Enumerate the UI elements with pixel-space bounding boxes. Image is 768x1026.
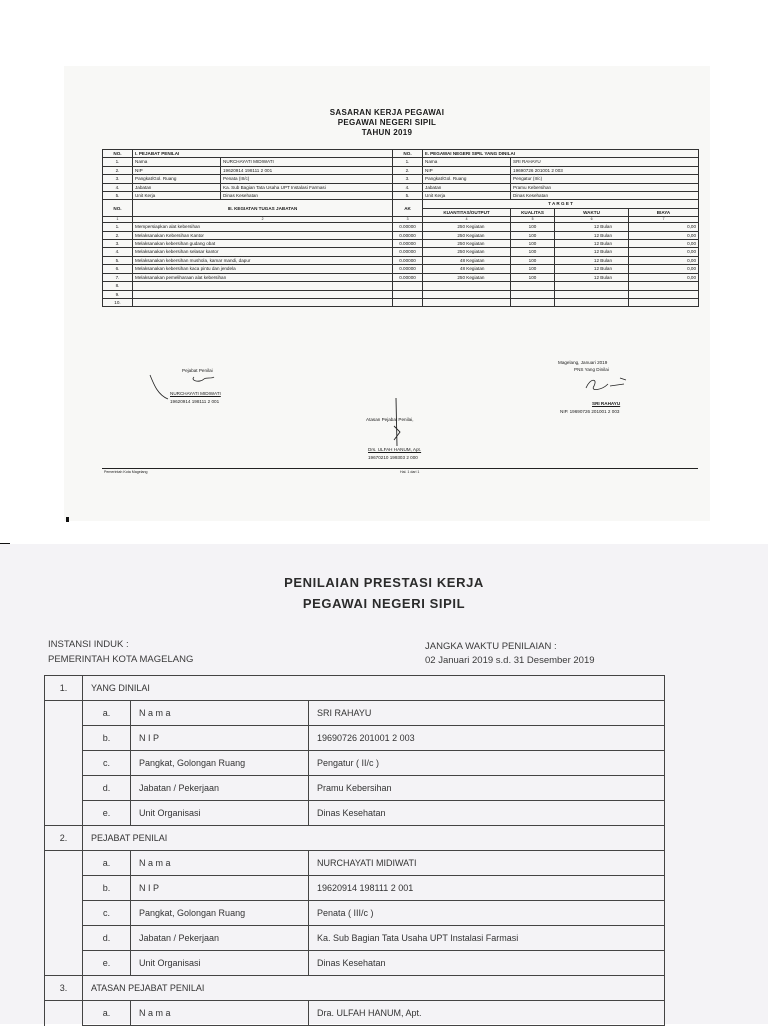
s1-task-row bbox=[103, 223, 699, 231]
task-no: 4. bbox=[103, 248, 133, 256]
task-name: Melaksanakan pemeliharaan alat kebersihan bbox=[133, 273, 393, 281]
identity-row bbox=[45, 751, 665, 776]
task-biaya: 0,00 bbox=[629, 223, 699, 231]
row-letter: a. bbox=[83, 851, 131, 876]
hdr-biaya: BIAYA bbox=[629, 208, 699, 216]
task-waktu-value: 12 bbox=[593, 232, 600, 238]
ident-no: 1. bbox=[103, 158, 133, 166]
task-waktu bbox=[555, 256, 629, 264]
row-value: NURCHAYATI MIDIWATI bbox=[309, 851, 665, 876]
task-qty-unit: Kegiatan bbox=[466, 274, 485, 280]
colnum: 3 bbox=[393, 217, 423, 223]
colnum: 7 bbox=[629, 217, 699, 223]
sign-atasan-name: Drs. ULFAH HANUM, Apt. bbox=[368, 447, 422, 452]
task-quantity bbox=[423, 298, 511, 306]
colnum: 4 bbox=[423, 217, 511, 223]
identity-row bbox=[45, 726, 665, 751]
task-qty-unit: Kegiatan bbox=[466, 224, 485, 230]
s1-ident-row bbox=[103, 192, 699, 200]
task-waktu-unit: Bulan bbox=[600, 249, 613, 255]
ident-label-2: Jabatan bbox=[423, 183, 511, 191]
row-spacer bbox=[45, 851, 83, 876]
doc2-title-line-2: PEGAWAI NEGERI SIPIL bbox=[302, 596, 466, 611]
hdr-task-no: NO. bbox=[103, 200, 133, 217]
row-spacer bbox=[45, 751, 83, 776]
sign-pejabat-name: NURCHAYATI MIDIWATI bbox=[170, 391, 221, 396]
hdr-pns: II. PEGAWAI NEGERI SIPIL YANG DINILAI bbox=[423, 150, 699, 158]
identity-row bbox=[45, 801, 665, 826]
task-no: 8. bbox=[103, 282, 133, 290]
task-qty-unit: Kegiatan bbox=[466, 257, 485, 263]
row-spacer bbox=[45, 701, 83, 726]
ident-label: Unit Kerja bbox=[133, 192, 221, 200]
hdr-pejabat: I. PEJABAT PENILAI bbox=[133, 150, 393, 158]
doc1-title-line-1: SASARAN KERJA PEGAWAI bbox=[329, 108, 445, 117]
task-name bbox=[133, 290, 393, 298]
task-waktu bbox=[555, 290, 629, 298]
task-quantity bbox=[423, 273, 511, 281]
row-label: Unit Organisasi bbox=[131, 951, 309, 976]
row-value: Ka. Sub Bagian Tata Usaha UPT Instalasi Farmasi bbox=[309, 926, 665, 951]
row-value: Pramu Kebersihan bbox=[309, 776, 665, 801]
row-label: Unit Organisasi bbox=[131, 801, 309, 826]
colnum: 2 bbox=[133, 217, 393, 223]
task-biaya bbox=[629, 290, 699, 298]
task-qty: 250 bbox=[457, 241, 466, 247]
row-value: Penata ( III/c ) bbox=[309, 901, 665, 926]
hdr-target: T A R G E T bbox=[423, 200, 699, 208]
task-waktu bbox=[555, 282, 629, 290]
ident-no: 2. bbox=[103, 166, 133, 174]
task-waktu-unit: Bulan bbox=[600, 266, 613, 272]
ident-label-2: NIP bbox=[423, 166, 511, 174]
task-name: Melaksanakan kebersihan selasar kantor bbox=[133, 248, 393, 256]
task-no: 6. bbox=[103, 265, 133, 273]
task-waktu-unit: Bulan bbox=[600, 241, 613, 247]
row-label: Pangkat, Golongan Ruang bbox=[131, 751, 309, 776]
task-kualitas: 100 bbox=[511, 248, 555, 256]
s1-ident-row bbox=[103, 175, 699, 183]
ident-value-2: Pramu Kebersihan bbox=[511, 183, 699, 191]
section-number: 2. bbox=[45, 826, 83, 851]
task-kualitas: 100 bbox=[511, 240, 555, 248]
task-waktu bbox=[555, 273, 629, 281]
task-biaya: 0,00 bbox=[629, 231, 699, 239]
task-no: 10. bbox=[103, 298, 133, 306]
row-label: N a m a bbox=[131, 851, 309, 876]
task-waktu bbox=[555, 231, 629, 239]
colnum: 1 bbox=[103, 217, 133, 223]
ident-value-2: 19690726 201001 2 003 bbox=[511, 166, 699, 174]
task-ak: 0.00000 bbox=[393, 240, 423, 248]
task-biaya bbox=[629, 282, 699, 290]
ident-no-2: 4. bbox=[393, 183, 423, 191]
ident-label: NIP bbox=[133, 166, 221, 174]
row-value: Dra. ULFAH HANUM, Apt. bbox=[309, 1001, 665, 1026]
identity-row bbox=[45, 926, 665, 951]
s1-task-header-row bbox=[103, 200, 699, 208]
s1-task-row bbox=[103, 240, 699, 248]
identity-row bbox=[45, 851, 665, 876]
sign-pns-title: PNS Yang Dinilai bbox=[574, 367, 609, 372]
row-label: Jabatan / Pekerjaan bbox=[131, 776, 309, 801]
task-waktu bbox=[555, 248, 629, 256]
task-qty: 250 bbox=[457, 249, 466, 255]
sign-atasan-title: Atasan Pejabat Penilai, bbox=[366, 417, 414, 422]
doc2-title-line-1: PENILAIAN PRESTASI KERJA bbox=[284, 575, 484, 590]
task-quantity bbox=[423, 223, 511, 231]
hdr-ak: AK bbox=[393, 200, 423, 217]
task-kualitas: 100 bbox=[511, 273, 555, 281]
footer-right: Hal. 1 dari 1 bbox=[400, 470, 420, 474]
row-spacer bbox=[45, 926, 83, 951]
jangka-value: 02 Januari 2019 s.d. 31 Desember 2019 bbox=[425, 655, 595, 666]
footer-divider bbox=[102, 468, 698, 469]
task-waktu-value: 12 bbox=[593, 257, 600, 263]
section-number: 1. bbox=[45, 676, 83, 701]
page-gap bbox=[0, 530, 768, 544]
task-waktu bbox=[555, 298, 629, 306]
task-name bbox=[133, 282, 393, 290]
task-waktu-unit: Bulan bbox=[600, 274, 613, 280]
penilaian-identity-table bbox=[44, 675, 665, 1026]
identity-row bbox=[45, 776, 665, 801]
s1-ident-row bbox=[103, 183, 699, 191]
doc1-title-line-2: PEGAWAI NEGERI SIPIL bbox=[337, 118, 437, 127]
hdr-no-2: NO. bbox=[393, 150, 423, 158]
task-waktu-value: 12 bbox=[593, 266, 600, 272]
task-biaya: 0,00 bbox=[629, 240, 699, 248]
task-biaya: 0,00 bbox=[629, 265, 699, 273]
ident-value-2: Pengatur (II/c) bbox=[511, 175, 699, 183]
row-letter: d. bbox=[83, 776, 131, 801]
row-label: Jabatan / Pekerjaan bbox=[131, 926, 309, 951]
row-spacer bbox=[45, 726, 83, 751]
ident-value: Penata (III/c) bbox=[221, 175, 393, 183]
section-title: ATASAN PEJABAT PENILAI bbox=[83, 976, 665, 1001]
hdr-no: NO. bbox=[103, 150, 133, 158]
task-no: 7. bbox=[103, 273, 133, 281]
task-qty: 250 bbox=[457, 232, 466, 238]
section-header-row bbox=[45, 976, 665, 1001]
row-letter: c. bbox=[83, 751, 131, 776]
task-ak bbox=[393, 290, 423, 298]
identity-row bbox=[45, 876, 665, 901]
task-waktu-unit: Bulan bbox=[600, 257, 613, 263]
pns-signature bbox=[580, 374, 640, 396]
task-ak: 0.00000 bbox=[393, 265, 423, 273]
task-quantity bbox=[423, 231, 511, 239]
task-biaya: 0,00 bbox=[629, 273, 699, 281]
task-qty: 48 bbox=[459, 266, 466, 272]
task-ak: 0.00000 bbox=[393, 231, 423, 239]
s1-task-row bbox=[103, 256, 699, 264]
task-waktu bbox=[555, 265, 629, 273]
section-title: PEJABAT PENILAI bbox=[83, 826, 665, 851]
identity-row bbox=[45, 701, 665, 726]
task-name: Melaksanakan kebersihan kaca pintu dan jendela bbox=[133, 265, 393, 273]
pejabat-signature bbox=[144, 371, 220, 401]
task-qty: 48 bbox=[459, 257, 466, 263]
task-name bbox=[133, 298, 393, 306]
row-value: Pengatur ( II/c ) bbox=[309, 751, 665, 776]
scan-mark bbox=[66, 517, 69, 522]
task-quantity bbox=[423, 290, 511, 298]
task-no: 1. bbox=[103, 223, 133, 231]
footer-left: Pemerintah Kota Magelang bbox=[104, 470, 148, 474]
task-no: 5. bbox=[103, 256, 133, 264]
task-ak bbox=[393, 298, 423, 306]
task-waktu-unit: Bulan bbox=[600, 232, 613, 238]
ident-no-2: 2. bbox=[393, 166, 423, 174]
doc1-title-line-3: TAHUN 2019 bbox=[361, 128, 413, 137]
task-kualitas: 100 bbox=[511, 256, 555, 264]
identity-row bbox=[45, 901, 665, 926]
ident-no: 4. bbox=[103, 183, 133, 191]
task-qty-unit: Kegiatan bbox=[466, 266, 485, 272]
task-kualitas: 100 bbox=[511, 231, 555, 239]
task-ak: 0.00000 bbox=[393, 248, 423, 256]
task-qty-unit: Kegiatan bbox=[466, 232, 485, 238]
row-label: N I P bbox=[131, 876, 309, 901]
ident-value: 19620914 198111 2 001 bbox=[221, 166, 393, 174]
sign-pejabat-title: Pejabat Penilai bbox=[182, 368, 213, 373]
ident-no-2: 1. bbox=[393, 158, 423, 166]
s1-task-row bbox=[103, 298, 699, 306]
row-spacer bbox=[45, 901, 83, 926]
row-letter: e. bbox=[83, 801, 131, 826]
task-ak: 0.00000 bbox=[393, 223, 423, 231]
ident-value-2: SRI RAHAYU bbox=[511, 158, 699, 166]
task-waktu-value: 12 bbox=[593, 249, 600, 255]
colnum: 6 bbox=[555, 217, 629, 223]
ident-label: Nama bbox=[133, 158, 221, 166]
row-value: 19690726 201001 2 003 bbox=[309, 726, 665, 751]
sasaran-kerja-table bbox=[102, 149, 699, 307]
ident-label-2: Unit Kerja bbox=[423, 192, 511, 200]
s1-task-row bbox=[103, 273, 699, 281]
task-name: Mempersiapkan alat kebersihan bbox=[133, 223, 393, 231]
row-letter: a. bbox=[83, 1001, 131, 1026]
task-waktu-value: 12 bbox=[593, 241, 600, 247]
row-letter: c. bbox=[83, 901, 131, 926]
task-no: 3. bbox=[103, 240, 133, 248]
sign-pejabat-nip: 19620914 198111 2 001 bbox=[170, 399, 220, 404]
task-name: Melaksanakan kebersihan mushola, kamar mandi, dapur bbox=[133, 256, 393, 264]
identity-row bbox=[45, 1001, 665, 1026]
sign-atasan-nip: 19670210 199303 2 000 bbox=[368, 455, 418, 460]
row-spacer bbox=[45, 951, 83, 976]
section-number: 3. bbox=[45, 976, 83, 1001]
row-letter: a. bbox=[83, 701, 131, 726]
task-quantity bbox=[423, 240, 511, 248]
row-letter: d. bbox=[83, 926, 131, 951]
task-no: 2. bbox=[103, 231, 133, 239]
s1-task-row bbox=[103, 290, 699, 298]
row-value: 19620914 198111 2 001 bbox=[309, 876, 665, 901]
task-quantity bbox=[423, 256, 511, 264]
section-header-row bbox=[45, 826, 665, 851]
task-biaya: 0,00 bbox=[629, 256, 699, 264]
sign-place-date: Magelang, Januari 2019 bbox=[558, 360, 608, 365]
task-waktu bbox=[555, 223, 629, 231]
atasan-signature bbox=[386, 396, 406, 452]
identity-row bbox=[45, 951, 665, 976]
ident-no: 3. bbox=[103, 175, 133, 183]
section-title: YANG DINILAI bbox=[83, 676, 665, 701]
sign-pns-nip: NIP. 19690726 201001 2 003 bbox=[560, 409, 620, 414]
task-kualitas: 100 bbox=[511, 265, 555, 273]
ident-no-2: 3. bbox=[393, 175, 423, 183]
ident-value-2: Dinas Kesehatan bbox=[511, 192, 699, 200]
s1-header-row bbox=[103, 150, 699, 158]
instansi-value: PEMERINTAH KOTA MAGELANG bbox=[48, 654, 194, 665]
row-value: Dinas Kesehatan bbox=[309, 801, 665, 826]
task-waktu bbox=[555, 240, 629, 248]
row-label: N I P bbox=[131, 726, 309, 751]
row-label: Pangkat, Golongan Ruang bbox=[131, 901, 309, 926]
section-header-row bbox=[45, 676, 665, 701]
ident-value: Ka. Sub Bagian Tata Usaha UPT Instalasi Farmasi bbox=[221, 183, 393, 191]
ident-value: NURCHAYATI MIDIWATI bbox=[221, 158, 393, 166]
task-name: Melaksanakan Kebersihan Kantor bbox=[133, 231, 393, 239]
hdr-kegiatan: III. KEGIATAN TUGAS JABATAN bbox=[133, 200, 393, 217]
task-quantity bbox=[423, 265, 511, 273]
task-qty-unit: Kegiatan bbox=[466, 249, 485, 255]
task-ak: 0.00000 bbox=[393, 273, 423, 281]
task-kualitas bbox=[511, 298, 555, 306]
row-spacer bbox=[45, 776, 83, 801]
sasaran-kerja-document bbox=[64, 66, 710, 521]
task-qty: 250 bbox=[457, 224, 466, 230]
ident-label: Jabatan bbox=[133, 183, 221, 191]
task-qty: 250 bbox=[457, 274, 466, 280]
instansi-label: INSTANSI INDUK : bbox=[48, 639, 129, 650]
row-letter: e. bbox=[83, 951, 131, 976]
row-spacer bbox=[45, 876, 83, 901]
task-quantity bbox=[423, 248, 511, 256]
task-biaya bbox=[629, 298, 699, 306]
colnum: 5 bbox=[511, 217, 555, 223]
row-letter: b. bbox=[83, 726, 131, 751]
ident-label: Pangkat/Gol. Ruang bbox=[133, 175, 221, 183]
jangka-label: JANGKA WAKTU PENILAIAN : bbox=[425, 641, 557, 652]
hdr-kualitas: KUALITAS bbox=[511, 208, 555, 216]
row-value: Dinas Kesehatan bbox=[309, 951, 665, 976]
task-kualitas: 100 bbox=[511, 223, 555, 231]
row-spacer bbox=[45, 1001, 83, 1026]
s1-task-row bbox=[103, 265, 699, 273]
ident-value: Dinas Kesehatan bbox=[221, 192, 393, 200]
task-waktu-value: 12 bbox=[593, 274, 600, 280]
s1-ident-row bbox=[103, 166, 699, 174]
task-kualitas bbox=[511, 282, 555, 290]
task-name: Melaksanakan kebersihan gudang obat bbox=[133, 240, 393, 248]
task-no: 9. bbox=[103, 290, 133, 298]
sign-pns-name: SRI RAHAYU bbox=[592, 401, 621, 406]
task-ak: 0.00000 bbox=[393, 256, 423, 264]
task-biaya: 0,00 bbox=[629, 248, 699, 256]
ident-no-2: 5. bbox=[393, 192, 423, 200]
task-ak bbox=[393, 282, 423, 290]
s1-task-row bbox=[103, 231, 699, 239]
task-waktu-unit: Bulan bbox=[600, 224, 613, 230]
row-label: N a m a bbox=[131, 701, 309, 726]
s1-ident-row bbox=[103, 158, 699, 166]
ident-label-2: Nama bbox=[423, 158, 511, 166]
task-waktu-value: 12 bbox=[593, 224, 600, 230]
ident-label-2: Pangkat/Gol. Ruang bbox=[423, 175, 511, 183]
row-spacer bbox=[45, 801, 83, 826]
row-value: SRI RAHAYU bbox=[309, 701, 665, 726]
task-quantity bbox=[423, 282, 511, 290]
row-letter: b. bbox=[83, 876, 131, 901]
task-kualitas bbox=[511, 290, 555, 298]
row-label: N a m a bbox=[131, 1001, 309, 1026]
task-qty-unit: Kegiatan bbox=[466, 241, 485, 247]
hdr-waktu: WAKTU bbox=[555, 208, 629, 216]
s1-task-row bbox=[103, 282, 699, 290]
s1-task-row bbox=[103, 248, 699, 256]
ident-no: 5. bbox=[103, 192, 133, 200]
hdr-kuantitas: KUANTITAS/OUTPUT bbox=[423, 208, 511, 216]
